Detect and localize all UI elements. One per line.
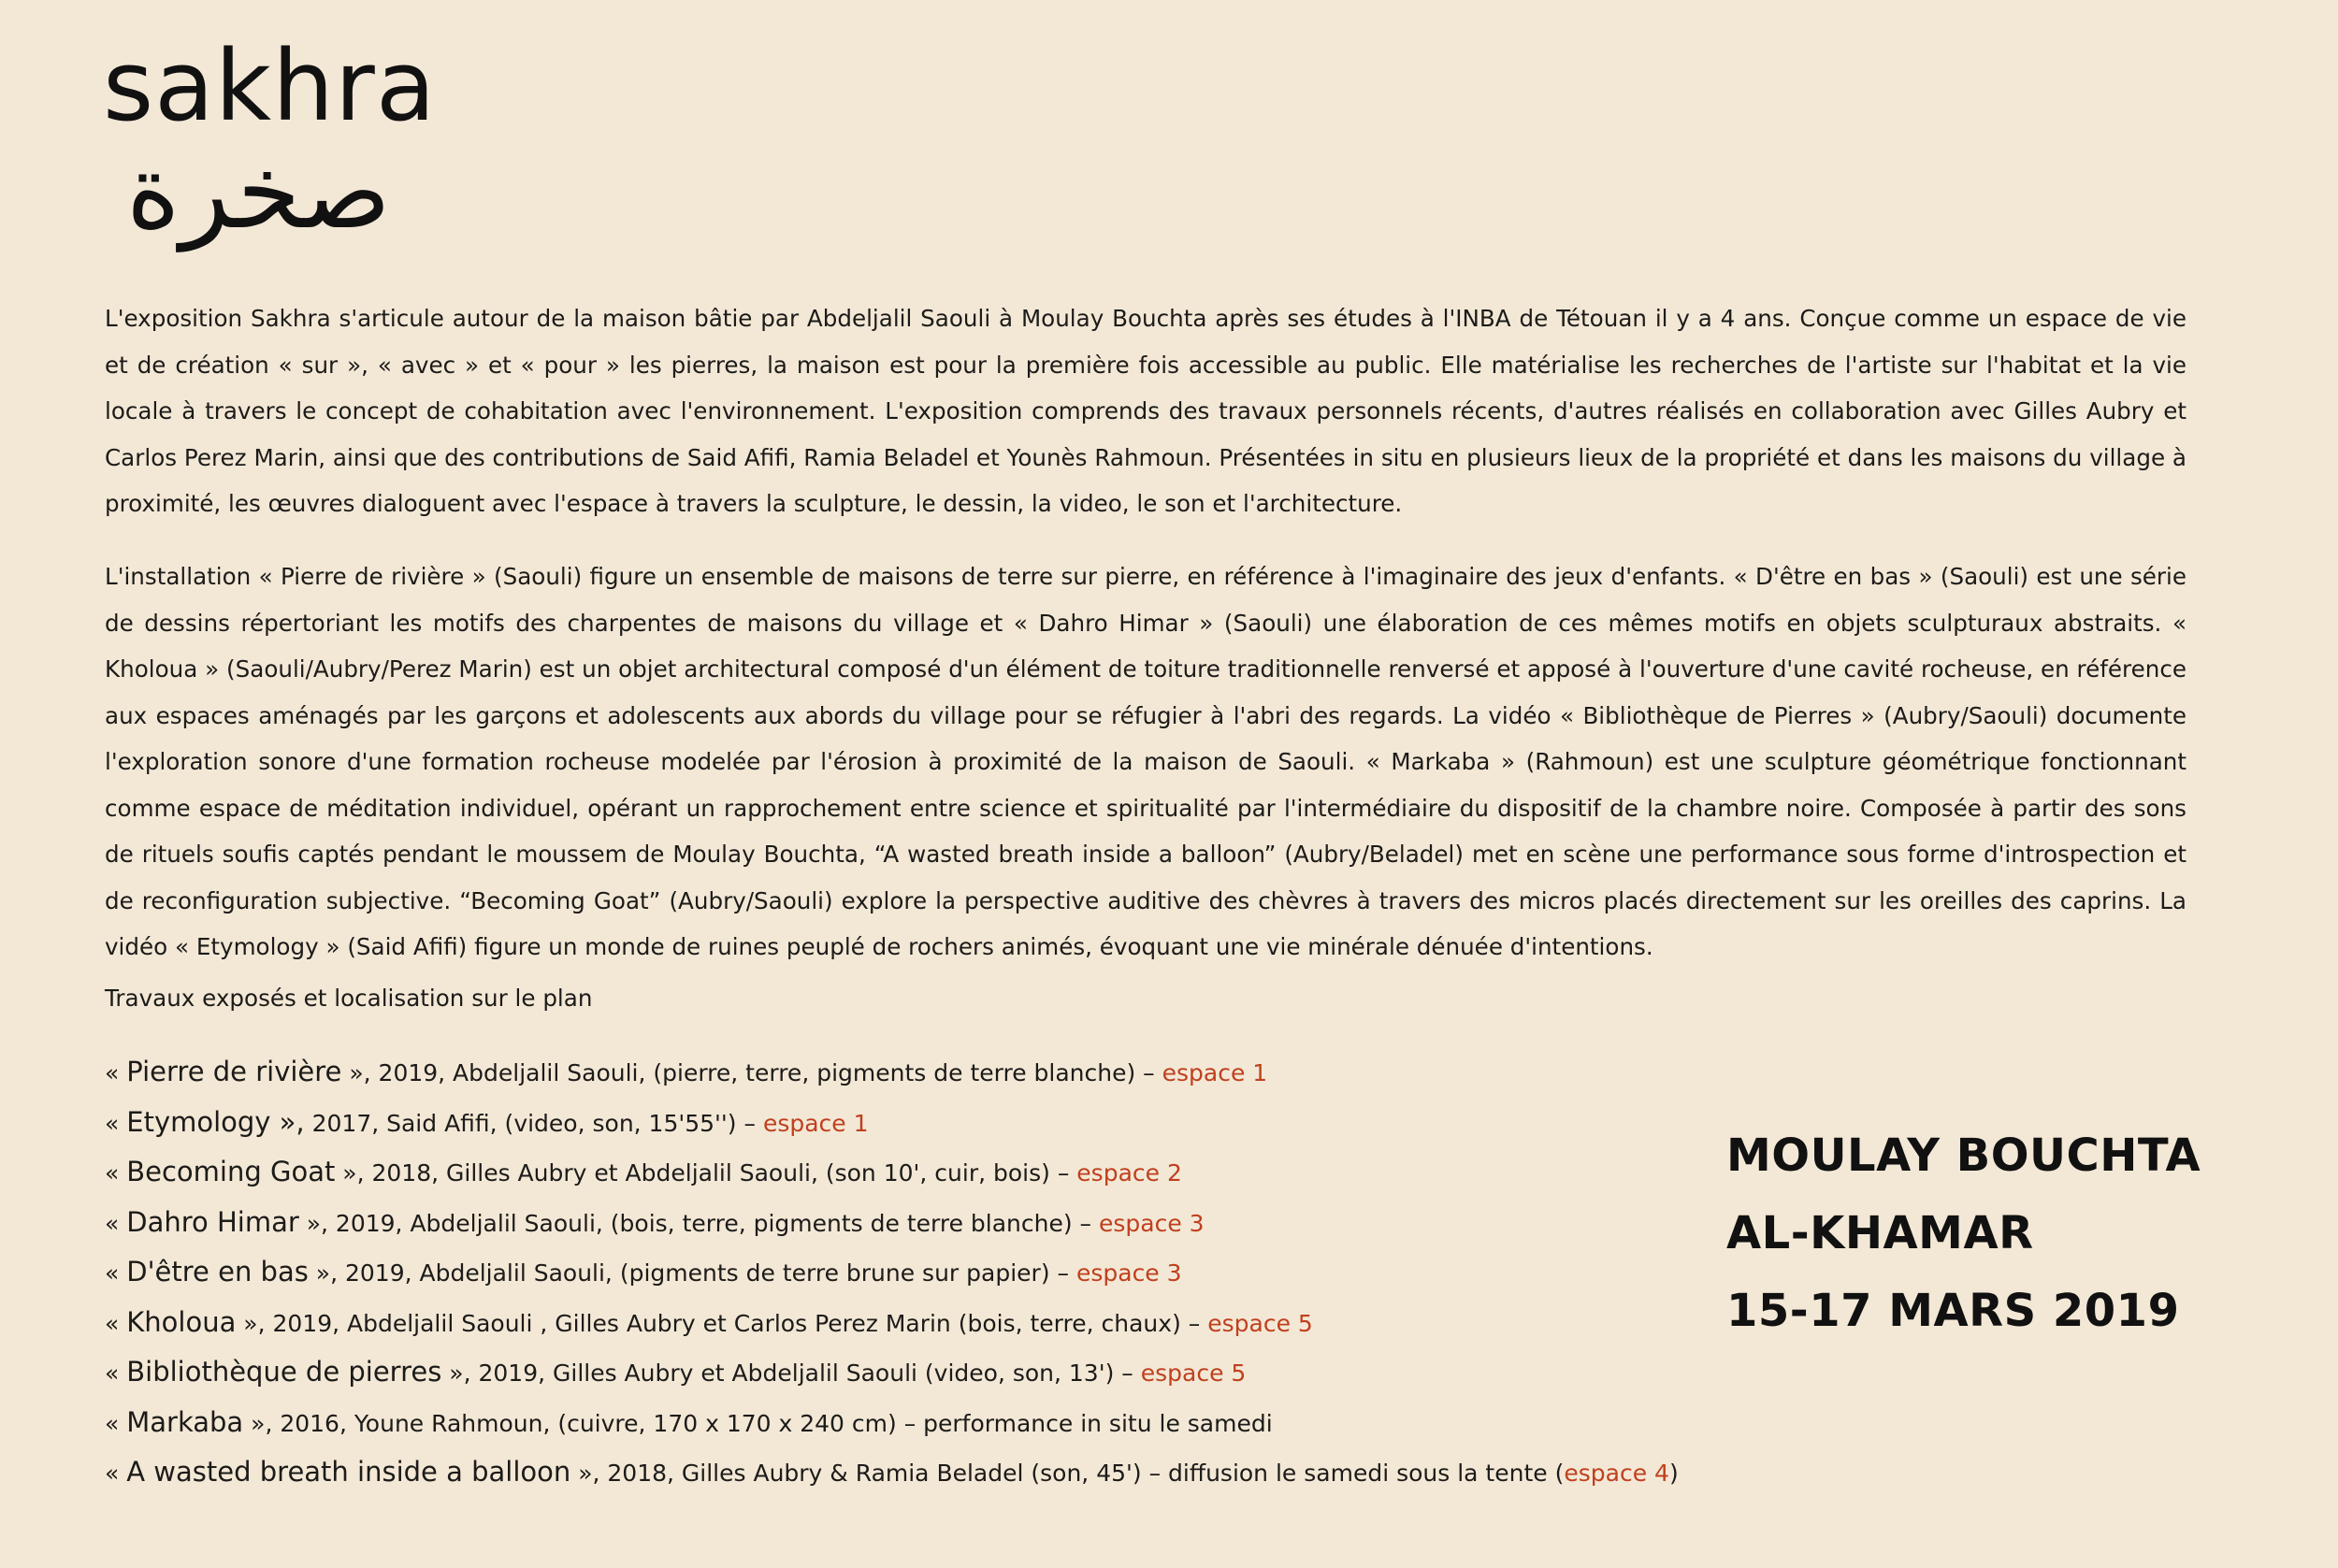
work-title: A wasted breath inside a balloon — [126, 1456, 571, 1488]
work-open-quote: « — [105, 1259, 127, 1287]
work-details: », 2016, Youne Rahmoun, (cuivre, 170 x 170 x 240 cm) – performance in situ le samedi — [243, 1409, 1273, 1437]
logo-arabic: صخرة — [126, 132, 391, 252]
work-title: Bibliothèque de pierres — [126, 1356, 442, 1388]
work-item — [105, 1098, 1679, 1148]
work-details: 2017, Said Afifi, (video, son, 15'55'') – — [304, 1109, 763, 1137]
work-open-quote: « — [105, 1409, 127, 1437]
work-item — [105, 1298, 1679, 1348]
work-open-quote: « — [105, 1359, 127, 1387]
work-item — [105, 1198, 1679, 1248]
venue-block — [1726, 1117, 2201, 1350]
work-open-quote: « — [105, 1059, 127, 1086]
venue-sublocation: AL-KHAMAR — [1726, 1207, 2034, 1259]
work-location: espace 4 — [1564, 1460, 1669, 1487]
logo-latin: sakhra — [103, 29, 437, 143]
work-item — [105, 1147, 1679, 1198]
work-open-quote: « — [105, 1109, 127, 1137]
work-location: espace 2 — [1076, 1159, 1182, 1187]
work-location: espace 3 — [1075, 1259, 1182, 1287]
work-open-quote: « — [105, 1209, 127, 1237]
work-details: », 2019, Abdeljalil Saouli, (pierre, terre, pigments de terre blanche) – — [341, 1059, 1162, 1086]
work-title: Kholoua — [126, 1305, 237, 1338]
works-list — [105, 1047, 1679, 1498]
work-details: », 2018, Gilles Aubry et Abdeljalil Saouli, (son 10', cuir, bois) – — [335, 1159, 1077, 1187]
work-open-quote: « — [105, 1309, 127, 1337]
work-location: espace 1 — [762, 1109, 869, 1137]
works-heading: Travaux exposés et localisation sur le plan — [105, 985, 593, 1012]
work-item — [105, 1398, 1679, 1448]
work-title: Dahro Himar — [126, 1205, 299, 1238]
work-details: », 2019, Gilles Aubry et Abdeljalil Saouli (video, son, 13') – — [441, 1359, 1141, 1387]
work-details: », 2019, Abdeljalil Saouli, (pigments de terre brune sur papier) – — [308, 1259, 1076, 1287]
work-open-quote: « — [105, 1159, 127, 1187]
work-details: », 2019, Abdeljalil Saouli, (bois, terre, pigments de terre blanche) – — [298, 1209, 1099, 1237]
work-item — [105, 1347, 1679, 1398]
work-location: espace 5 — [1207, 1309, 1313, 1337]
work-item — [105, 1447, 1679, 1498]
work-open-quote: « — [105, 1460, 127, 1487]
work-details: », 2019, Abdeljalil Saouli , Gilles Aubry et Carlos Perez Marin (bois, terre, chaux) – — [236, 1309, 1208, 1337]
work-suffix: ) — [1668, 1460, 1679, 1487]
work-title: D'être en bas — [126, 1256, 309, 1287]
work-title: Pierre de rivière — [126, 1056, 342, 1087]
venue-location: MOULAY BOUCHTA — [1726, 1129, 2201, 1182]
work-title: Becoming Goat — [126, 1156, 336, 1187]
intro-paragraph-2: L'installation « Pierre de rivière » (Saouli) figure un ensemble de maisons de terre sur pierre, en référence à l'imaginaire des jeux d'enfants. « D'être en bas » (Saouli) est une série de dessins répertoriant les motifs des charpentes de maisons du village et « Dahro Himar » (Saouli) une élaboration de ces mêmes motifs en objets sculpturaux abstraits. « Kholoua » (Saouli/Aubry/Perez Marin) est un objet architectural composé d'un élément de toiture traditionnelle renversé et apposé à l'ouverture d'une cavité rocheuse, en référence aux espaces aménagés par les garçons et adolescents aux abords du village pour se réfugier à l'abri des regards. La vidéo « Bibliothèque de Pierres » (Aubry/Saouli) documente l'exploration sonore d'une formation rocheuse modelée par l'érosion à proximité de la maison de Saouli. « Markaba » (Rahmoun) est une sculpture géométrique fonctionnant comme espace de méditation individuel, opérant un rapprochement entre science et spiritualité par l'intermédiaire du dispositif de la chambre noire. Composée à partir des sons de rituels soufis captés pendant le moussem de Moulay Bouchta, “A wasted breath inside a balloon” (Aubry/Beladel) met en scène une performance sous forme d'introspection et de reconfiguration subjective. “Becoming Goat” (Aubry/Saouli) explore la perspective auditive des chèvres à travers des micros placés directement sur les oreilles des caprins. La vidéo « Etymology » (Said Afifi) figure un monde de ruines peuplé de rochers animés, évoquant une vie minérale dénuée d'intentions. — [105, 563, 2186, 960]
work-location: espace 1 — [1162, 1059, 1268, 1086]
venue-dates: 15-17 MARS 2019 — [1726, 1285, 2180, 1337]
work-location: espace 5 — [1140, 1359, 1247, 1387]
work-location: espace 3 — [1099, 1209, 1205, 1237]
work-title: Etymology », — [126, 1105, 305, 1138]
work-item — [105, 1247, 1679, 1298]
intro-paragraph-1: L'exposition Sakhra s'articule autour de la maison bâtie par Abdeljalil Saouli à Moulay Bouchta après ses études à l'INBA de Tétouan il y a 4 ans. Conçue comme un espace de vie et de création « sur », « avec » et « pour » les pierres, la maison est pour la première fois accessible au public. Elle matérialise les recherches de l'artiste sur l'habitat et la vie locale à travers le concept de cohabitation avec l'environnement. L'exposition comprends des travaux personnels récents, d'autres réalisés en collaboration avec Gilles Aubry et Carlos Perez Marin, ainsi que des contributions de Said Afifi, Ramia Beladel et Younès Rahmoun. Présentées in situ en plusieurs lieux de la propriété et dans les maisons du village à proximité, les œuvres dialoguent avec l'espace à travers la sculpture, le dessin, la video, le son et l'architecture. — [105, 305, 2186, 517]
work-title: Markaba — [126, 1405, 244, 1438]
work-details: », 2018, Gilles Aubry & Ramia Beladel (son, 45') – diffusion le samedi sous la tente ( — [570, 1460, 1565, 1487]
work-item — [105, 1047, 1679, 1098]
